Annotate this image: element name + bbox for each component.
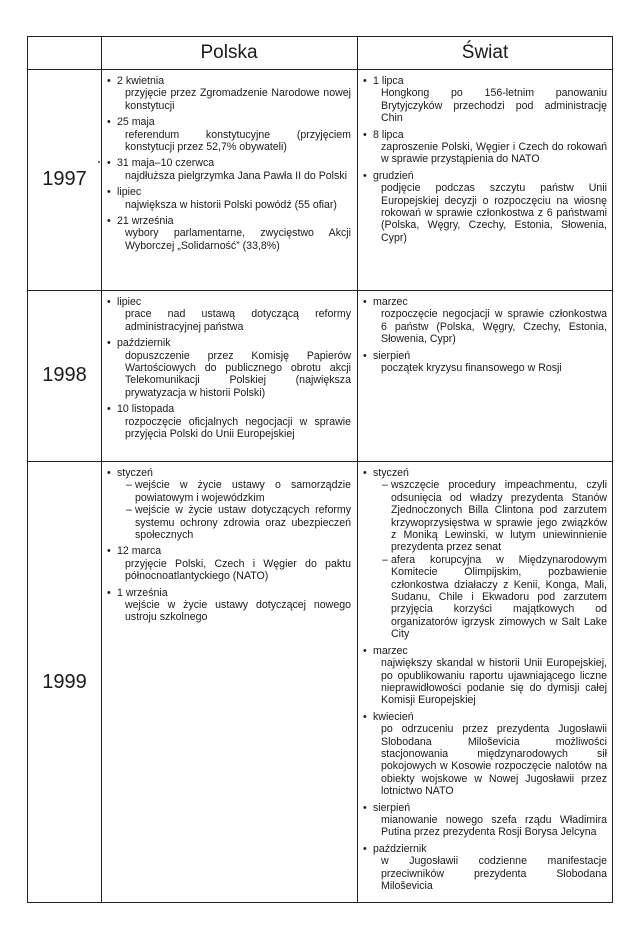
entry-date: • 1 września (117, 586, 168, 599)
timeline-entry (361, 296, 607, 346)
entry-date: • sierpień (373, 801, 411, 814)
timeline-entry (361, 645, 607, 707)
entry-subitem: – wszczęcie procedury impeachmentu, czyli odsunięcia od władzy prezydenta Stanów Zjednoczonych Billa Clintona pod zarzutem krzywoprzysięstwa w sprawie jego związków z Moniką Lewinski, w lutym uniewinnienie prezydenta przez senat (373, 479, 607, 553)
entry-date: • marzec (373, 644, 408, 657)
entry-subitem: – wejście w życie ustawy o samorządzie powiatowym i wojewódzkim (117, 479, 351, 504)
timeline-entry (105, 403, 351, 440)
cell-world-1999 (361, 467, 607, 896)
entry-date: • październik (373, 842, 427, 855)
entry-description: rozpoczęcie oficjalnych negocjacji w sprawie przyjęcia Polski do Unii Europejskiej (125, 415, 351, 441)
timeline-entry (361, 129, 607, 166)
entry-subitem: – afera korupcyjna w Międzynarodowym Komitecie Olimpijskim, pozbawienie członkostwa działaczy z Kenii, Konga, Mali, Sudanu, Chile i Ekwadoru pod zarzutem przyjęcia korzyści majątkowych od organizatorów igrzysk zimowych w Salt Lake City (373, 554, 607, 641)
entry-date: • 12 marca (117, 545, 162, 558)
entry-date: • lipiec (117, 186, 142, 199)
timeline-entry (361, 802, 607, 839)
entry-description: największa w historii Polski powódź (55 ofiar) (125, 198, 337, 211)
entry-date: • 25 maja (117, 116, 155, 129)
entry-date: • 21 września (117, 215, 174, 228)
entry-description: Hongkong po 156-letnim panowaniu Brytyjczyków przechodzi pod administrację Chin (381, 87, 607, 125)
entry-date: • marzec (373, 296, 408, 308)
entry-description: wybory parlamentarne, zwycięstwo Akcji Wyborczej „Solidarność” (33,8%) (125, 227, 351, 252)
column-divider (357, 37, 358, 902)
entry-date: • 2 kwietnia (117, 75, 165, 87)
entry-date: • lipiec (117, 296, 142, 308)
entry-date: • październik (117, 337, 171, 350)
timeline-entry (361, 75, 607, 125)
cell-world-1998 (361, 296, 607, 378)
entry-date: • 1 lipca (373, 75, 404, 87)
entry-date: • styczeń (117, 467, 153, 479)
entry-description: dopuszczenie przez Komisję Papierów Wartościowych do publicznego obrotu akcji Telekomunikacji Polskiej (największa prywatyzacja w historii Polski) (125, 349, 351, 399)
entry-description: prace nad ustawą dotyczącą reformy administracyjnej państwa (125, 308, 351, 333)
entry-date: • 8 lipca (373, 128, 404, 141)
year-label: 1999 (42, 670, 87, 693)
timeline-entry (105, 186, 351, 211)
entry-description: rozpoczęcie negocjacji w sprawie członkostwa 6 państw (Polska, Węgry, Czechy, Estonia, Słowenia, Cypr) (381, 308, 607, 346)
entry-description: po odrzuceniu przez prezydenta Jugosławii Slobodana Miloševicia możliwości stacjonowania międzynarodowych sił pokojowych w Kosowie rozpoczęcie nalotów na obiekty wojskowe w Nowej Jugosławii przez lotnictwo NATO (381, 723, 607, 798)
timeline-entry (105, 545, 351, 582)
entry-description: wejście w życie ustawy dotyczącej nowego ustroju szkolnego (125, 599, 351, 624)
year-label: 1997 (42, 168, 87, 190)
timeline-entry (105, 157, 351, 182)
timeline-entry (361, 843, 607, 893)
timeline-entry (105, 337, 351, 399)
entry-date: • 31 maja–10 czerwca (117, 157, 215, 170)
entry-description: w Jugosławii codzienne manifestacje przeciwników prezydenta Slobodana Miloševicia (381, 855, 607, 892)
entry-description: mianowanie nowego szefa rządu Władimira Putina przez prezydenta Rosji Borysa Jelcyna (381, 813, 607, 839)
entry-date: • sierpień (373, 349, 411, 362)
timeline-entry (105, 116, 351, 153)
entry-subitem: – wejście w życie ustaw dotyczących reformy systemu ochrony zdrowia oraz ubezpieczeń społecznych (117, 504, 351, 541)
entry-date: • 10 listopada (117, 403, 175, 416)
timeline-entry (105, 296, 351, 333)
timeline-entry (361, 170, 607, 244)
entry-description: przyjęcie Polski, Czech i Węgier do paktu północnoatlantyckiego (NATO) (125, 557, 351, 583)
timeline-entry (361, 711, 607, 798)
cell-world-1997 (361, 75, 607, 248)
entry-description: przyjęcie przez Zgromadzenie Narodowe nowej konstytucji (125, 87, 351, 112)
timeline-entry (105, 587, 351, 624)
row-divider (28, 69, 612, 70)
header-poland: Polska (200, 42, 258, 63)
entry-description: zaproszenie Polski, Węgier i Czech do rokowań w sprawie przystąpienia do NATO (381, 141, 607, 166)
entry-date: • kwiecień (373, 710, 414, 723)
entry-description: referendum konstytucyjne (przyjęciem konstytucji przez 52,7% obywateli) (125, 128, 351, 154)
cell-poland-1997 (105, 75, 351, 256)
timeline-entry (105, 215, 351, 252)
year-label: 1998 (42, 364, 87, 386)
entry-date: • grudzień (373, 169, 414, 182)
cell-poland-1999 (105, 467, 351, 628)
row-divider (28, 290, 612, 291)
timeline-entry (361, 350, 607, 375)
entry-date: • styczeń (373, 467, 409, 479)
cell-poland-1998 (105, 296, 351, 444)
timeline-entry (105, 75, 351, 112)
entry-description: największy skandal w historii Unii Europejskiej, po opublikowaniu raportu ujawniającego liczne nieprawidłowości podanie się do dymisji całej Komisji Europejskiej (381, 657, 607, 707)
timeline-entry (361, 467, 607, 641)
timeline-entry (105, 467, 351, 541)
timeline-table (27, 36, 613, 903)
entry-description: najdłuższa pielgrzymka Jana Pawła II do Polski (125, 169, 347, 182)
column-divider (101, 37, 102, 902)
row-divider (28, 461, 612, 462)
header-world: Świat (461, 42, 509, 63)
entry-description: podjęcie podczas szczytu państw Unii Europejskiej decyzji o rozpoczęciu na wiosnę rokowań w sprawie członkostwa z 6 państwami (Polska, Węgry, Czechy, Estonia, Słowenia, Cypr) (381, 182, 607, 244)
scan-mark (98, 161, 100, 163)
entry-description: początek kryzysu finansowego w Rosji (381, 362, 562, 375)
